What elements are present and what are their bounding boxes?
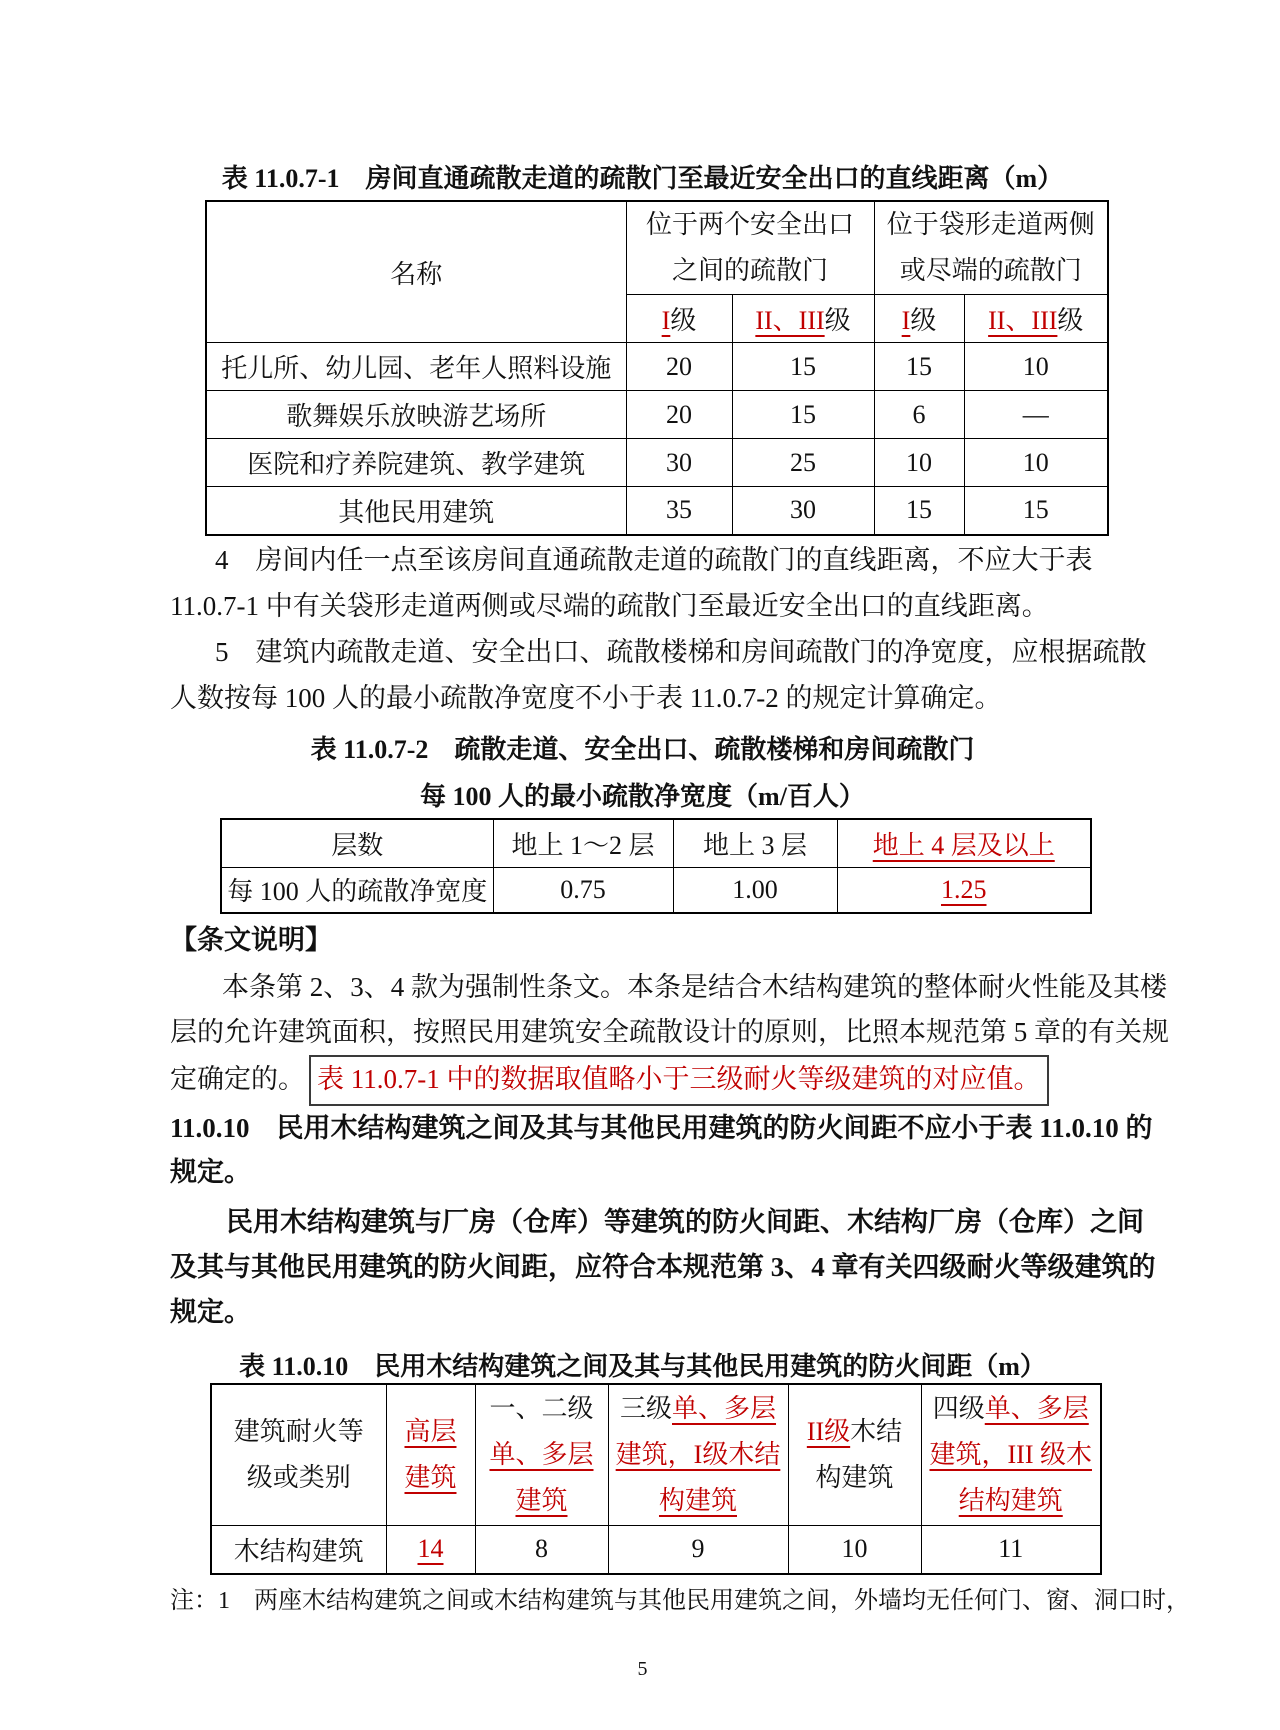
table1-subheader-grade-4: [964, 295, 1108, 343]
table-11-0-7-2: [220, 818, 1092, 914]
table1-row2-v2: 15: [732, 391, 874, 439]
table3-row-v3: 9: [608, 1525, 788, 1574]
table3-grade12-line3: 建筑: [515, 1485, 568, 1515]
table3-row-v2: 8: [475, 1525, 608, 1574]
table1-subheader-grade-2: [732, 295, 874, 343]
table3-note: 注：1 两座木结构建筑之间或木结构建筑与其他民用建筑之间，外墙均无任何门、窗、洞口时，: [170, 1588, 1190, 1614]
table3-grade3-black: 三级: [619, 1393, 672, 1423]
table3-grade3-line2: 建筑，I级木结: [615, 1439, 781, 1469]
table3-grade3-line3: 构建筑: [658, 1485, 737, 1515]
paragraph-4-line1: 4 房间内任一点至该房间直通疏散走道的疏散门的直线距离，不应大于表: [215, 545, 1093, 575]
table3-grade4-line3: 结构建筑: [958, 1485, 1063, 1515]
grade-roman-red: I: [661, 306, 671, 335]
table3-highrise-line2: 建筑: [404, 1462, 457, 1492]
table2-header-1-2: 地上 1～2 层: [493, 819, 673, 867]
table2-row-v1: 0.75: [493, 867, 673, 913]
explanation-line2: 层的允许建筑面积，按照民用建筑安全疏散设计的原则，比照本规范第 5 章的有关规: [170, 1017, 1169, 1047]
table2-title-line2: 每 100 人的最小疏散净宽度（m/百人）: [420, 782, 865, 811]
table-row: [206, 343, 1108, 391]
table3-header-class: [211, 1384, 386, 1525]
table2-header-row: [221, 819, 1091, 867]
table1-group2-line2: 或尽端的疏散门: [899, 256, 1082, 285]
paragraph-4-line2: 11.0.7-1 中有关袋形走道两侧或尽端的疏散门至最近安全出口的直线距离。: [170, 591, 1049, 621]
table1-subheader-grade-3: [874, 295, 964, 343]
table3-grade4-red: 单、多层: [984, 1393, 1089, 1423]
table2-header-floors: 层数: [221, 819, 493, 867]
table1-row2-v3: 6: [874, 391, 964, 439]
table3-header-grade3: [608, 1384, 788, 1525]
page-content: [170, 0, 1190, 1730]
clause-11-0-10-paragraph2: [170, 1200, 1156, 1335]
table1-group1-line2: 之间的疏散门: [672, 256, 829, 285]
table1-row3-v1: 30: [626, 439, 732, 487]
table1-row3-v2: 25: [732, 439, 874, 487]
table1-row4-name: 其他民用建筑: [206, 487, 626, 535]
table3-grade4-line2: 建筑，III 级木: [929, 1439, 1092, 1469]
table1-row4-v3: 15: [874, 487, 964, 535]
table-row: [206, 439, 1108, 487]
table1-header-group2: [874, 201, 1108, 295]
table3-grade4-black: 四级: [932, 1393, 985, 1423]
table1-row3-v3: 10: [874, 439, 964, 487]
paragraph2-line2: 及其与其他民用建筑的防火间距，应符合本规范第 3、4 章有关四级耐火等级建筑的: [170, 1252, 1156, 1282]
clause-11-0-10-line1: 11.0.10 民用木结构建筑之间及其与其他民用建筑的防火间距不应小于表 11.0.10 的: [170, 1113, 1153, 1143]
table1-row4-v1: 35: [626, 487, 732, 535]
table1-group2-line1: 位于袋形走道两侧: [886, 210, 1095, 239]
table3-grade3-line1: [609, 1386, 788, 1432]
table1-row3-v4: 10: [964, 439, 1108, 487]
grade-suffix: 级: [910, 306, 937, 335]
table1-row4-v4: 15: [964, 487, 1108, 535]
explanation-line3: [170, 1055, 1169, 1106]
explanation-line3-prefix: 定确定的。: [170, 1064, 305, 1094]
table-11-0-10: [210, 1383, 1102, 1575]
table3-grade2timber-red: II级: [806, 1416, 851, 1446]
table1-group1-line1: 位于两个安全出口: [646, 210, 855, 239]
table3-header-class-line1: 建筑耐火等: [233, 1416, 364, 1446]
table1-row1-v2: 15: [732, 343, 874, 391]
grade-suffix: 级: [1057, 306, 1084, 335]
table3-grade4-line1: [922, 1386, 1101, 1432]
table2-row-v2: 1.00: [673, 867, 837, 913]
table2-header-4plus-text: 地上 4 层及以上: [872, 830, 1055, 860]
table1-row1-v1: 20: [626, 343, 732, 391]
explanation-heading: 【条文说明】: [170, 925, 332, 955]
table2-row-v3-text: 1.25: [941, 874, 987, 904]
table-row: [206, 487, 1108, 535]
paragraph-5-line1: 5 建筑内疏散走道、安全出口、疏散楼梯和房间疏散门的净宽度，应根据疏散: [215, 637, 1147, 667]
table3-header-grade2-timber: [788, 1384, 921, 1525]
table2-header-3: 地上 3 层: [673, 819, 837, 867]
table-11-0-7-1: [205, 200, 1109, 536]
table3-grade12-line1: 一、二级: [489, 1393, 594, 1423]
grade-roman-red: II、III: [755, 306, 825, 335]
table3-row-v5: 11: [921, 1525, 1101, 1574]
table3-header-grade12: [475, 1384, 608, 1525]
table2-row-v3: [837, 867, 1091, 913]
table1-header-name: 名称: [206, 201, 626, 343]
table1-row2-v4: —: [964, 391, 1108, 439]
explanation-line1: 本条第 2、3、4 款为强制性条文。本条是结合木结构建筑的整体耐火性能及其楼: [222, 972, 1167, 1002]
table3-row-v1-text: 14: [417, 1534, 444, 1564]
table1-row1-name: 托儿所、幼儿园、老年人照料设施: [206, 343, 626, 391]
paragraph-5: [170, 629, 1147, 721]
grade-roman-red: I: [901, 306, 911, 335]
table3-grade2timber-black: 木结: [850, 1416, 903, 1446]
table1-row1-v3: 15: [874, 343, 964, 391]
grade-suffix: 级: [824, 306, 851, 335]
table3-header-row: [211, 1384, 1101, 1525]
table1-row3-name: 医院和疗养院建筑、教学建筑: [206, 439, 626, 487]
table-row: [211, 1525, 1101, 1574]
explanation-paragraph: [170, 965, 1169, 1106]
table1-row1-v4: 10: [964, 343, 1108, 391]
table3-header-grade4: [921, 1384, 1101, 1525]
table3-grade3-red: 单、多层: [672, 1393, 777, 1423]
table1-row2-v1: 20: [626, 391, 732, 439]
table1-group-header-row: [206, 201, 1108, 295]
table2-header-4plus: [837, 819, 1091, 867]
table1-row4-v2: 30: [732, 487, 874, 535]
table3-header-highrise: [386, 1384, 475, 1525]
table3-grade2timber-line1: [789, 1409, 921, 1455]
table3-grade2timber-line2: 构建筑: [815, 1462, 894, 1492]
boxed-revision-text: 表 11.0.7-1 中的数据取值略小于三级耐火等级建筑的对应值。: [309, 1055, 1049, 1106]
table3-title: 表 11.0.10 民用木结构建筑之间及其与其他民用建筑的防火间距（m）: [239, 1352, 1046, 1381]
clause-11-0-10: [170, 1106, 1153, 1194]
grade-roman-red: II、III: [988, 306, 1058, 335]
paragraph2-line1: 民用木结构建筑与厂房（仓库）等建筑的防火间距、木结构厂房（仓库）之间: [226, 1207, 1144, 1237]
table1-title: 表 11.0.7-1 房间直通疏散走道的疏散门至最近安全出口的直线距离（m）: [221, 164, 1064, 193]
table2-row-name: 每 100 人的疏散净宽度: [221, 867, 493, 913]
table3-row-v4: 10: [788, 1525, 921, 1574]
paragraph-4: [170, 537, 1093, 629]
table1-header-group1: [626, 201, 874, 295]
table3-highrise-line1: 高层: [404, 1416, 457, 1446]
paragraph-5-line2: 人数按每 100 人的最小疏散净宽度不小于表 11.0.7-2 的规定计算确定。: [170, 683, 1002, 713]
table3-grade12-line2: 单、多层: [489, 1439, 594, 1469]
table1-row2-name: 歌舞娱乐放映游艺场所: [206, 391, 626, 439]
table2-title-line1: 表 11.0.7-2 疏散走道、安全出口、疏散楼梯和房间疏散门: [310, 735, 975, 764]
table1-subheader-grade-1: [626, 295, 732, 343]
page-number: 5: [637, 1658, 648, 1680]
table3-header-class-line2: 级或类别: [246, 1462, 351, 1492]
table3-row-name: 木结构建筑: [211, 1525, 386, 1574]
table-row: [221, 867, 1091, 913]
grade-suffix: 级: [670, 306, 697, 335]
clause-11-0-10-line2: 规定。: [170, 1157, 251, 1187]
paragraph2-line3: 规定。: [170, 1297, 251, 1327]
table3-row-v1: [386, 1525, 475, 1574]
table-row: [206, 391, 1108, 439]
table2-title: [170, 726, 1115, 820]
